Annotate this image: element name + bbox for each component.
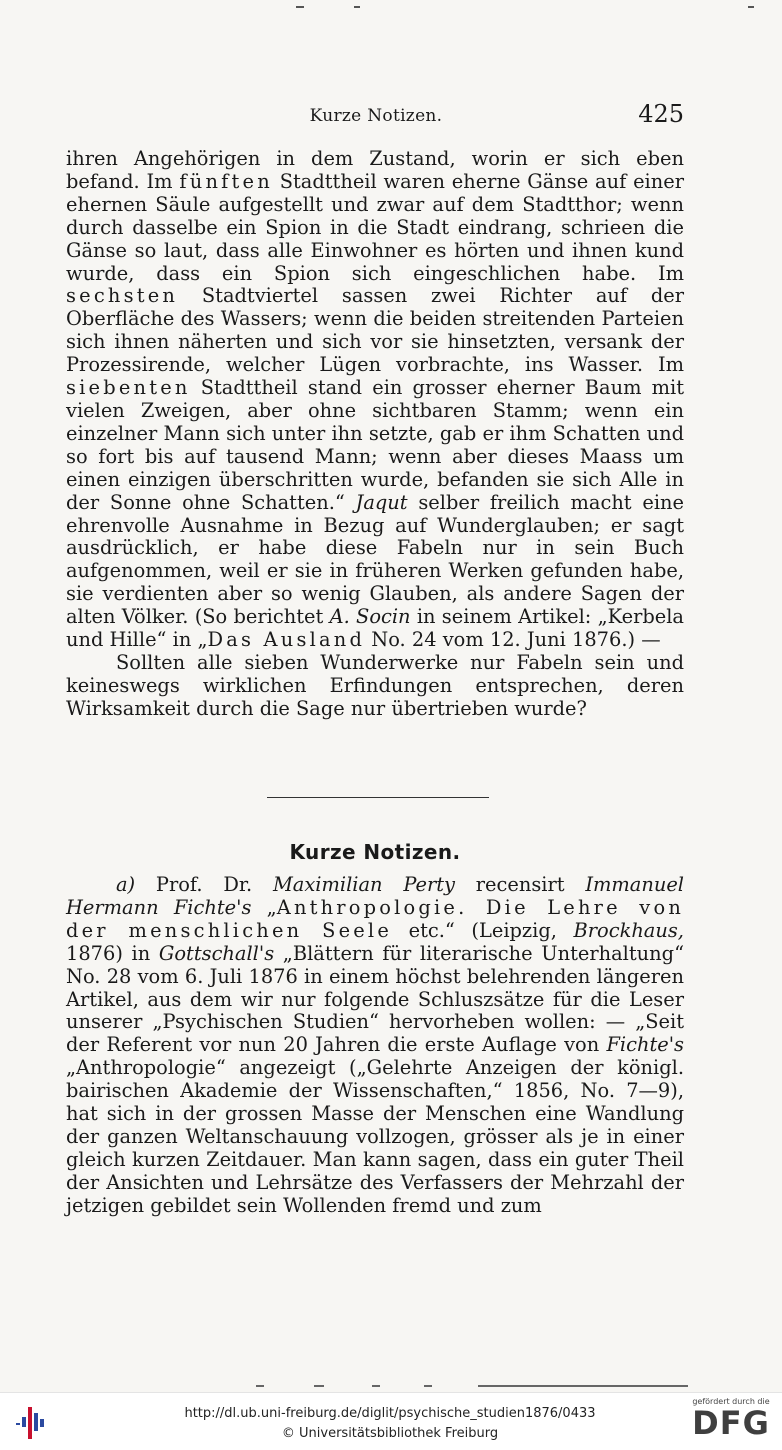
paragraph: a) Prof. Dr. Maximilian Perty recensirt Immanuel Hermann Fichte's „Anthropologie. Die Lehre von der menschlichen Seele etc.“ (Leipzig, Brockhaus, 1876) in Gottschall's „Blättern für literarische Unterhaltung“ No. 28 vom 6. Juli 1876 in einem höchst belehrenden längeren Artikel, aus dem wir nur folgende Schluszsätze für die Leser unserer „Psychischen Studien“ hervorheben wollen: — „Seit der Referent vor nun 20 Jahren die erste Auflage von Fichte's „Anthropologie“ angezeigt („Gelehrte Anzeigen der königl. bairischen Akademie der Wissenschaften,“ 1856, No. 7—9), hat sich in der grossen Masse der Menschen eine Wandlung der ganzen Weltanschauung vollzogen, grösser als je in einer gleich kurzen Zeitdauer. Man kann sagen, dass ein guter Theil der Ansichten und Lehrsätze des Verfassers der Mehrzahl der jetzigen gebildet sein Wollenden fremd und zum bbox=[66, 873, 685, 1217]
copyright-notice: © Universitätsbibliothek Freiburg bbox=[281, 1426, 499, 1441]
page-number: 425 bbox=[638, 100, 684, 128]
running-head: Kurze Notizen. bbox=[309, 106, 443, 126]
author-name: A. Socin bbox=[329, 605, 411, 629]
section-divider bbox=[267, 797, 489, 798]
book-title: Anthropologie. Die Lehre von der menschlichen Seele bbox=[66, 895, 685, 942]
author-name: Gottschall's bbox=[158, 941, 275, 965]
section-text bbox=[66, 874, 684, 1218]
body-text bbox=[66, 148, 684, 721]
publication-title: Das Ausland bbox=[207, 628, 366, 652]
dfg-sponsor-logo bbox=[688, 1397, 774, 1447]
dfg-caption: gefördert durch die bbox=[692, 1397, 770, 1406]
publisher-name: Brockhaus, bbox=[573, 918, 684, 942]
paragraph: Sollten alle sieben Wunderwerke nur Fabeln sein und keineswegs wirklichen Erfindungen entsprechen, deren Wirksamkeit durch die Sage nur übertrieben wurde? bbox=[66, 650, 684, 720]
author-name: Maximilian Perty bbox=[272, 873, 455, 896]
paragraph: ihren Angehörigen in dem Zustand, worin er sich eben befand. Im fünften Stadttheil waren eherne Gänse auf einer ehernen Säule aufgestellt und zwar auf dem Stadtthor; wenn durch dasselbe ein Spion in die Stadt eindrang, schrieen die Gänse so laut, dass alle Einwohner es hörten und ihnen kund wurde, dass ein Spion sich eingeschlichen habe. Im sechsten Stadtviertel sassen zwei Richter auf der Oberfläche des Wassers; wenn die beiden streitenden Parteien sich ihnen näherten und sich vor sie hinsetzten, versank der Prozessirende, welcher Lügen vorbrachte, ins Wasser. Im siebenten Stadttheil stand ein grosser eherner Baum mit vielen Zweigen, aber ohne sichtbaren Stamm; wenn ein einzelner Mann sich unter ihn setzte, gab er ihm Schatten und so fort bis auf tausend Mann; wenn aber dieses Maass um einen einzigen überschritten wurde, befanden sie sich Alle in der Sonne ohne Schatten.“ Jaqut selber freilich macht eine ehrenvolle Ausnahme in Bezug auf Wunderglauben; er sagt ausdrücklich, er habe diese Fabeln nur in sein Buch aufgenommen, weil er sie in früheren Werken gefunden habe, sie verdienten aber so wenig Glauben, als andere Sagen der alten Völker. (So berichtet A. Socin in seinem Artikel: „Kerbela und Hille“ in „Das Ausland No. 24 vom 12. Juni 1876.) — bbox=[66, 147, 684, 652]
author-name: Fichte's bbox=[606, 1033, 684, 1057]
emphasis-spaced: siebenten bbox=[66, 376, 191, 400]
author-name: Immanuel Hermann Fichte's bbox=[66, 873, 684, 919]
viewer-footer bbox=[0, 1392, 782, 1450]
scan-edge-marks bbox=[0, 2, 782, 12]
permalink[interactable]: http://dl.ub.uni-freiburg.de/diglit/psychische_studien1876/0433 bbox=[184, 1406, 596, 1421]
section-heading: Kurze Notizen. bbox=[289, 840, 461, 864]
dfg-logo-icon: DFG bbox=[692, 1404, 770, 1442]
author-name: Jaqut bbox=[355, 490, 408, 514]
ub-freiburg-logo-icon bbox=[14, 1403, 54, 1443]
emphasis-spaced: fünften bbox=[179, 169, 273, 193]
item-label: a) bbox=[116, 873, 136, 896]
emphasis-spaced: sechsten bbox=[66, 284, 179, 308]
scan-edge-marks bbox=[0, 1385, 782, 1391]
page-header bbox=[66, 100, 686, 132]
